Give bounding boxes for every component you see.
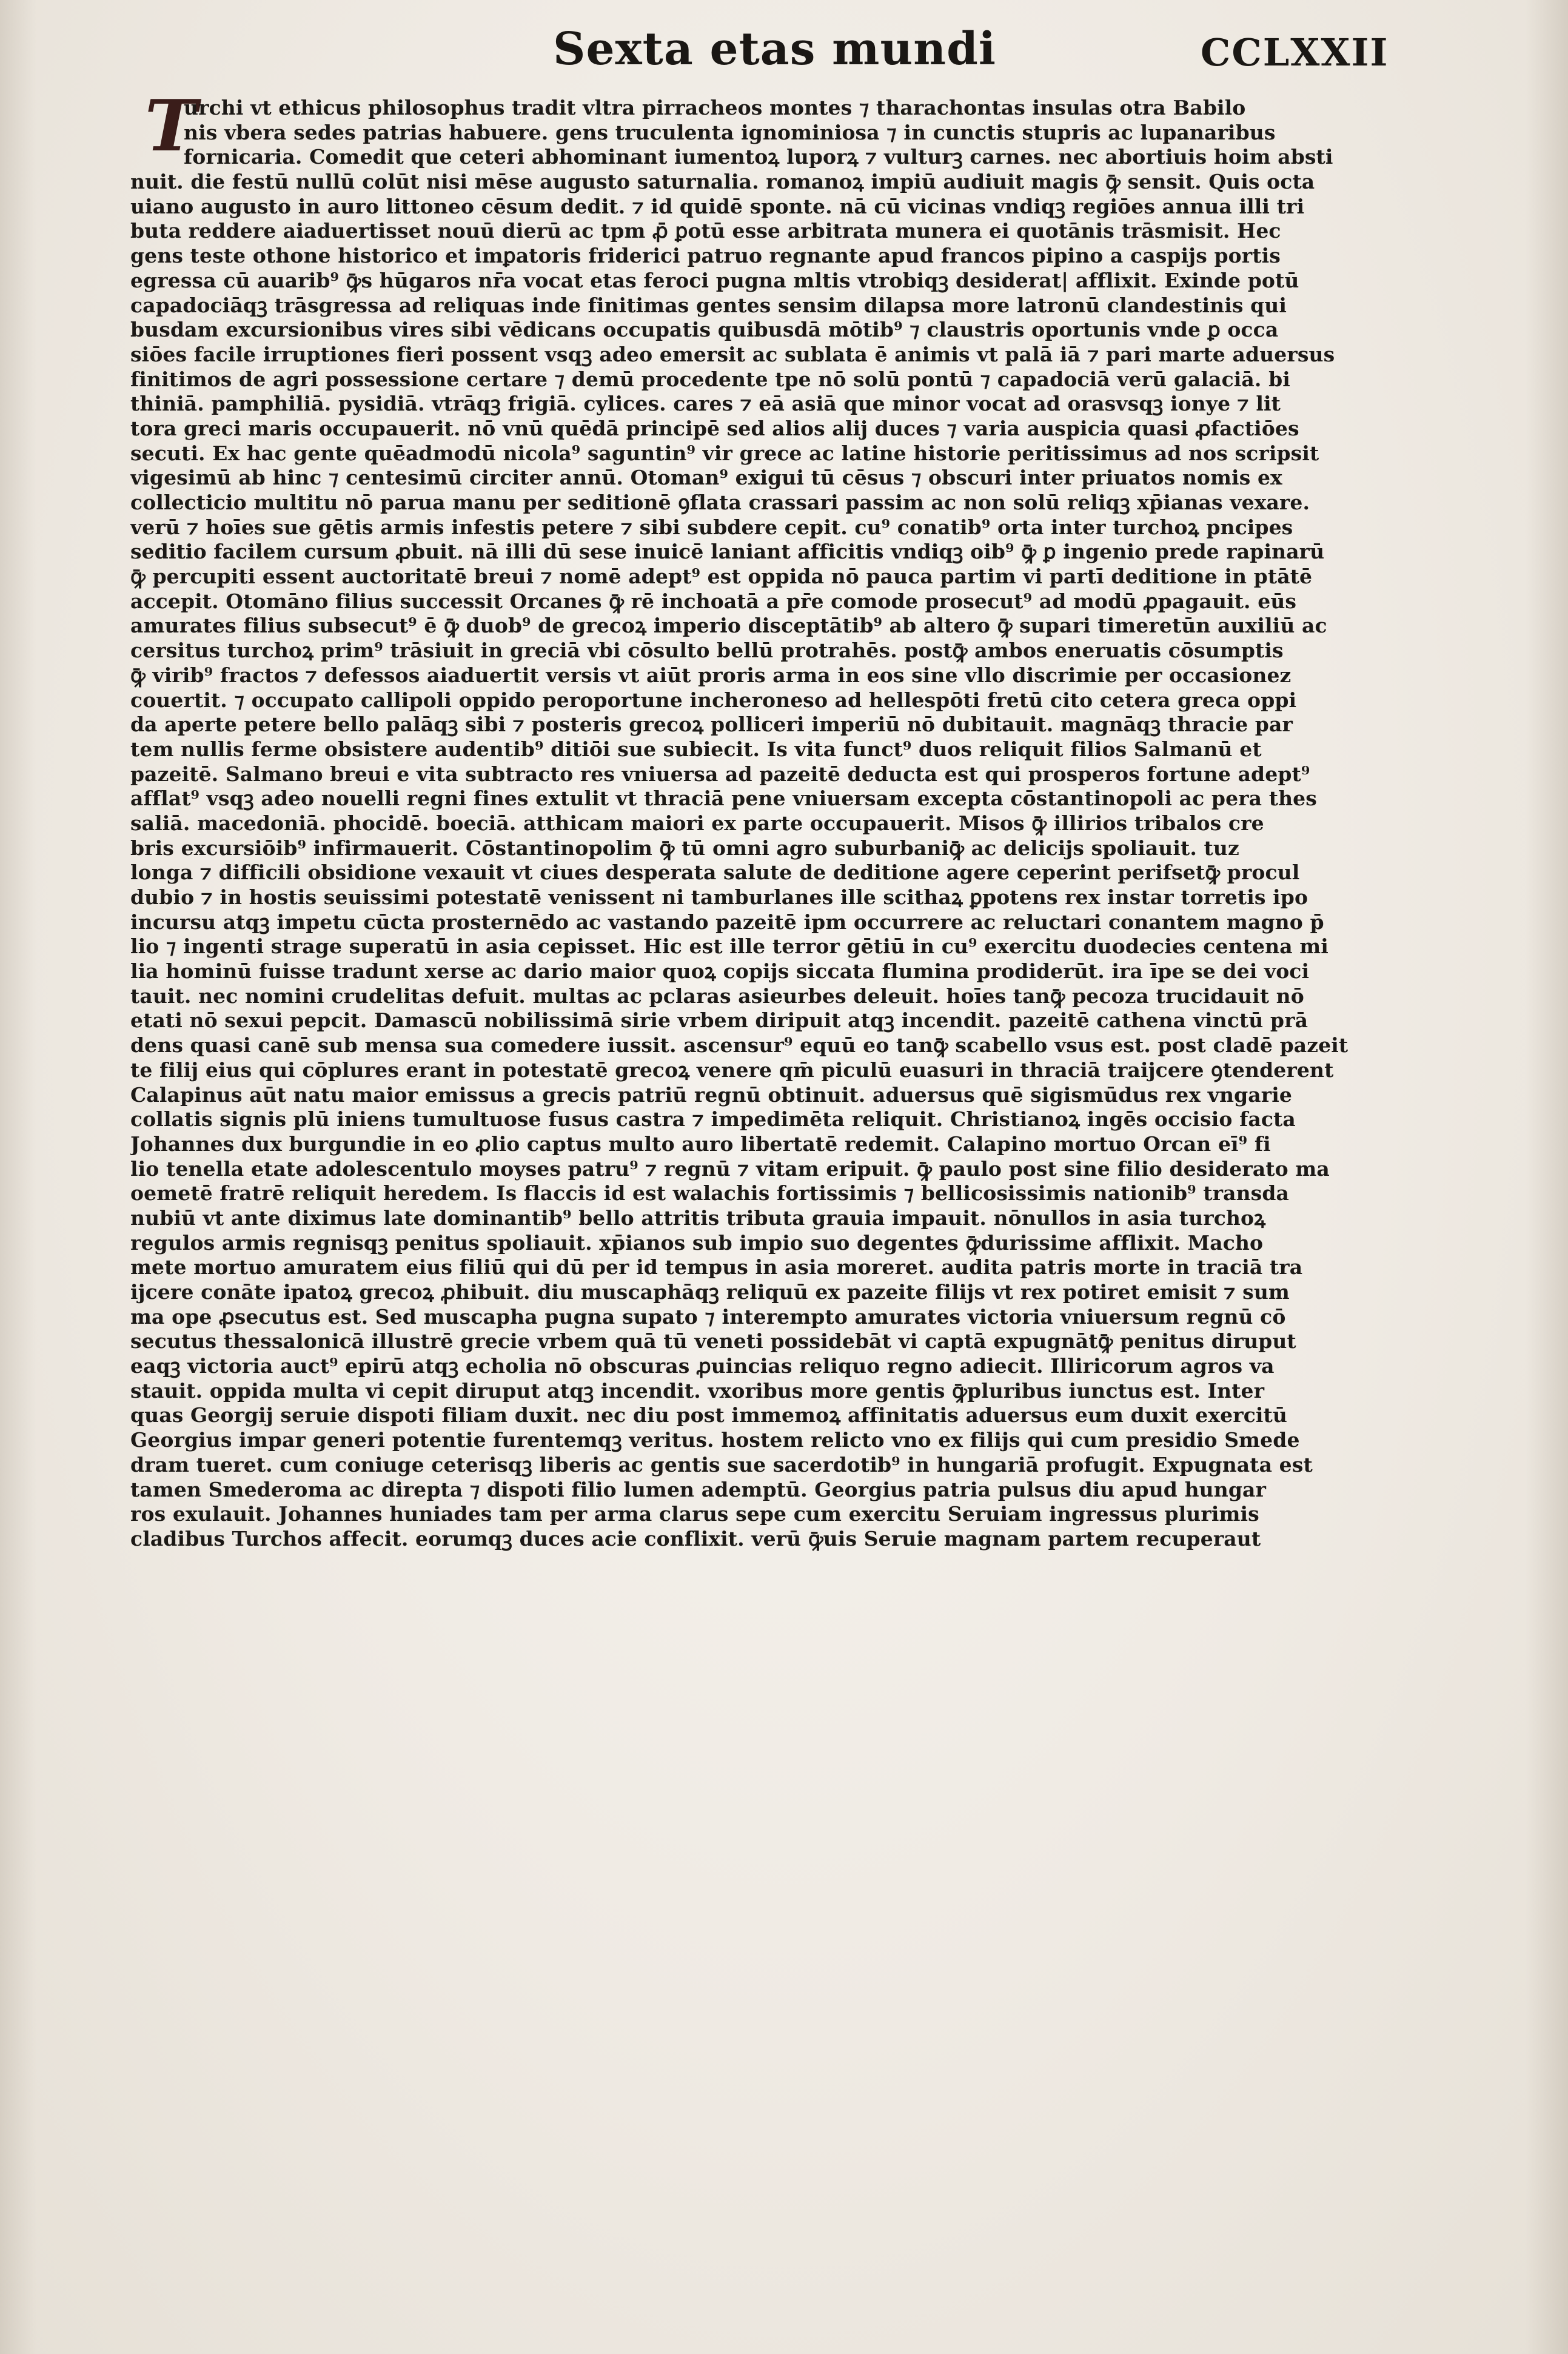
text-line: thiniā. pamphiliā. pysidiā. vtrāqꝫ frigiā. cylices. cares ⁊ eā asiā que minor vocat ad orasvsqꝫ ionye ⁊ lit xyxy=(130,392,1281,416)
text-line: couertit. ⁊ occupato callipoli oppido peroportune incheroneso ad hellespōti fretū cito cetera greca oppi xyxy=(130,688,1297,712)
text-line: capadociāqꝫ trāsgressa ad reliquas inde finitimas gentes sensim dilapsa more latronū clandestinis qui xyxy=(130,293,1287,317)
text-line: tamen Smederoma ac direpta ⁊ dispoti filio lumen ademptū. Georgius patria pulsus diu apud hungar xyxy=(130,1477,1266,1501)
text-line: cladibus Turchos affecit. eorumqꝫ duces acie conflixit. verū ꝙ̄uis Seruie magnam partem recuperaut xyxy=(130,1526,1261,1551)
running-head: Sexta etas mundi xyxy=(553,23,996,75)
text-line: ꝙ̄ percupiti essent auctoritatē breui ⁊ nomē adept⁹ est oppida nō pauca partim vi partī deditione in ptātē xyxy=(130,565,1313,589)
text-line: bris excursiōib⁹ infirmauerit. Cōstantinopolim ꝙ̄ tū omni agro suburbaniꝙ̄ ac delicijs spoliauit. tuz xyxy=(130,836,1239,860)
text-line: lio ⁊ ingenti strage superatū in asia cepisset. Hic est ille terror gētiū in cu⁹ exercitu duodecies centena mi xyxy=(130,934,1328,959)
text-line: quas Georgij seruie dispoti filiam duxit. nec diu post immemoꝝ affinitatis aduersus eum duxit exercitū xyxy=(130,1403,1287,1427)
text-line: ros exulauit. Johannes huniades tam per arma clarus sepe cum exercitu Seruiam ingressus plurimis xyxy=(130,1502,1259,1526)
text-line: saliā. macedoniā. phocidē. boeciā. atthicam maiori ex parte occupauerit. Misos ꝙ̄ illirios tribalos cre xyxy=(130,811,1264,835)
text-line: dubio ⁊ in hostis seuissimi potestatē venissent ni tamburlanes ille scithaꝝ ꝑpotens rex instar torretis ipo xyxy=(130,885,1308,909)
text-line: secuti. Ex hac gente quēadmodū nicola⁹ saguntin⁹ vir grece ac latine historie peritissimus ad nos scripsit xyxy=(130,441,1319,465)
text-line: Georgius impar generi potentie furentemqꝫ veritus. hostem relicto vno ex filijs qui cum presidio Smede xyxy=(130,1428,1300,1452)
text-line: stauit. oppida multa vi cepit diruput atqꝫ incendit. vxoribus more gentis ꝙ̄pluribus iunctus est. Inter xyxy=(130,1378,1265,1403)
text-line: finitimos de agri possessione certare ⁊ demū procedente tpe nō solū pontū ⁊ capadociā verū galaciā. bi xyxy=(130,367,1290,391)
text-line: dens quasi canē sub mensa sua comedere iussit. ascensur⁹ equū eo tanꝙ̄ scabello vsus est. post cladē pazeit xyxy=(130,1033,1349,1058)
text-line: lia hominū fuisse tradunt xerse ac dario maior quoꝝ copijs siccata flumina prodiderūt. ira īpe se dei voci xyxy=(130,959,1310,984)
text-line: vigesimū ab hinc ⁊ centesimū circiter annū. Otoman⁹ exigui tū cēsus ⁊ obscuri inter priuatos nomis ex xyxy=(130,466,1282,490)
text-line: nuit. die festū nullū colūt nisi mēse augusto saturnalia. romanoꝝ impiū audiuit magis ꝙ̄ sensit. Quis octa xyxy=(130,170,1315,194)
text-line: te filij eius qui cōplures erant in potestatē grecoꝝ venere qm̄ piculū euasuri in thraciā traijcere ꝯtenderent xyxy=(130,1058,1334,1082)
text-column xyxy=(130,96,1410,1552)
text-line: pazeitē. Salmano breui e vita subtracto res vniuersa ad pazeitē deducta est qui prosperos fortune adept⁹ xyxy=(130,762,1310,786)
text-line: ꝙ̄ virib⁹ fractos ⁊ defessos aiaduertit versis vt aiūt proris arma in eos sine vllo discrimie per occasionez xyxy=(130,663,1292,687)
text-line: egressa cū auarib⁹ ꝙ̄s hūgaros nr̄a vocat etas feroci pugna mltis vtrobiqꝫ desiderat| afflixit. Exinde potū xyxy=(130,268,1299,292)
text-line: fornicaria. Comedit que ceteri abhominant iumentoꝝ luporꝝ ⁊ vulturꝫ carnes. nec abortiuis hoim absti xyxy=(184,145,1333,169)
text-line: nis vbera sedes patrias habuere. gens truculenta ignominiosa ⁊ in cunctis stupris ac lupanaribus xyxy=(184,120,1276,144)
text-line: cersitus turchoꝝ prim⁹ trāsiuit in greciā vbi cōsulto bellū protrahēs. postꝙ̄ ambos eneruatis cōsumptis xyxy=(130,639,1284,663)
text-line: secutus thessalonicā illustrē grecie vrbem quā tū veneti possidebāt vi captā expugnātꝙ̄ penitus diruput xyxy=(130,1329,1296,1353)
text-line: buta reddere aiaduertisset nouū dierū ac tpm ꝓ̄ ꝑotū esse arbitrata munera ei quotānis trāsmisit. Hec xyxy=(130,219,1281,243)
text-line: collecticio multitu nō parua manu per seditionē ꝯflata crassari passim ac non solū reliqꝫ xp̄ianas vexare. xyxy=(130,491,1310,514)
decorated-initial: T xyxy=(144,85,198,167)
text-line: collatis signis plū iniens tumultuose fusus castra ⁊ impedimēta reliquit. Christianoꝝ ingēs occisio facta xyxy=(130,1107,1296,1132)
text-line: gens teste othone historico et imꝑatoris friderici patruo regnante apud francos pipino a caspijs portis xyxy=(130,244,1281,268)
text-line: lio tenella etate adolescentulo moyses patru⁹ ⁊ regnū ⁊ vitam eripuit. ꝙ̄ paulo post sine filio desiderato ma xyxy=(130,1156,1330,1181)
text-line: mete mortuo amuratem eius filiū qui dū per id tempus in asia moreret. audita patris morte in traciā tra xyxy=(130,1255,1303,1279)
folio-number: CCLXXII xyxy=(1201,30,1389,75)
text-line: afflat⁹ vsqꝫ adeo nouelli regni fines extulit vt thraciā pene vniuersam excepta cōstantinopoli ac pera thes xyxy=(130,786,1317,811)
text-line: regulos armis regnisqꝫ penitus spoliauit. xp̄ianos sub impio suo degentes ꝙ̄durissime afflixit. Macho xyxy=(130,1230,1264,1255)
text-line: verū ⁊ hoīes sue gētis armis infestis petere ⁊ sibi subdere cepit. cu⁹ conatib⁹ orta inter turchoꝝ pncipes xyxy=(130,515,1293,539)
text-line: tem nullis ferme obsistere audentib⁹ ditiōi sue subiecit. Is vita funct⁹ duos reliquit filios Salmanū et xyxy=(130,737,1262,761)
text-line: dram tueret. cum coniuge ceterisqꝫ liberis ac gentis sue sacerdotib⁹ in hungariā profugit. Expugnata est xyxy=(130,1452,1313,1477)
text-line: incursu atqꝫ impetu cūcta prosternēdo ac vastando pazeitē ipm occurrere ac reluctari conantem magno p̄ xyxy=(130,910,1324,934)
text-line: ma ope ꝓsecutus est. Sed muscapha pugna supato ⁊ interempto amurates victoria vniuersum regnū cō xyxy=(130,1304,1286,1329)
text-line: Johannes dux burgundie in eo ꝓlio captus multo auro libertatē redemit. Calapino mortuo Orcan eī⁹ fi xyxy=(130,1132,1271,1156)
text-line: urchi vt ethicus philosophus tradit vltra pirracheos montes ⁊ tharachontas insulas otra Babilo xyxy=(184,96,1246,119)
text-line: nubiū vt ante diximus late dominantib⁹ bello attritis tributa grauia impauit. nōnullos in asia turchoꝝ xyxy=(130,1206,1266,1230)
text-line: etati nō sexui pepcit. Damascū nobilissimā sirie vrbem diripuit atqꝫ incendit. pazeitē cathena vinctū prā xyxy=(130,1008,1308,1033)
text-line: eaqꝫ victoria auct⁹ epirū atqꝫ echolia nō obscuras ꝓuincias reliquo regno adiecit. Illiricorum agros va xyxy=(130,1354,1275,1378)
text-line: uiano augusto in auro littoneo cēsum dedit. ⁊ id quidē sponte. nā cū vicinas vndiqꝫ regiōes annua illi tri xyxy=(130,194,1305,218)
text-line: Calapinus aūt natu maior emissus a grecis patriū regnū obtinuit. aduersus quē sigismūdus rex vngarie xyxy=(130,1082,1292,1107)
text-line: oemetē fratrē reliquit heredem. Is flaccis id est walachis fortissimis ⁊ bellicosissimis nationib⁹ transda xyxy=(130,1181,1289,1206)
text-line: tora greci maris occupauerit. nō vnū quēdā principē sed alios alij duces ⁊ varia auspicia quasi ꝓfactiōes xyxy=(130,416,1299,440)
text-line: accepit. Otomāno filius successit Orcanes ꝙ̄ rē inchoatā a pr̄e comode prosecut⁹ ad modū ꝓpagauit. eūs xyxy=(130,589,1297,613)
text-line: ijcere conāte ipatoꝝ grecoꝝ ꝓhibuit. diu muscaphāqꝫ reliquū ex pazeite filijs vt rex potiret emisit ⁊ sum xyxy=(130,1280,1290,1304)
text-line: da aperte petere bello palāqꝫ sibi ⁊ posteris grecoꝝ polliceri imperiū nō dubitauit. magnāqꝫ thracie par xyxy=(130,713,1293,737)
text-line: tauit. nec nomini crudelitas defuit. multas ac pclaras asieurbes deleuit. hoīes tanꝙ̄ pecoza trucidauit nō xyxy=(130,984,1304,1008)
text-line: amurates filius subsecut⁹ ē ꝙ̄ duob⁹ de grecoꝝ imperio disceptātib⁹ ab altero ꝙ̄ supari timeretūn auxiliū ac xyxy=(130,614,1327,638)
text-line: seditio facilem cursum ꝓbuit. nā illi dū sese inuicē laniant afficitis vndiqꝫ oib⁹ ꝙ̄ ꝑ ingenio prede rapinarū xyxy=(130,540,1325,564)
text-line: siōes facile irruptiones fieri possent vsqꝫ adeo emersit ac sublata ē animis vt palā iā ⁊ pari marte aduersus xyxy=(130,342,1335,366)
text-line: longa ⁊ difficili obsidione vexauit vt ciues desperata salute de deditione agere ceperint perifsetꝙ̄ procul xyxy=(130,860,1300,885)
text-line: busdam excursionibus vires sibi vēdicans occupatis quibusdā mōtib⁹ ⁊ claustris oportunis vnde ꝑ occa xyxy=(130,318,1279,342)
